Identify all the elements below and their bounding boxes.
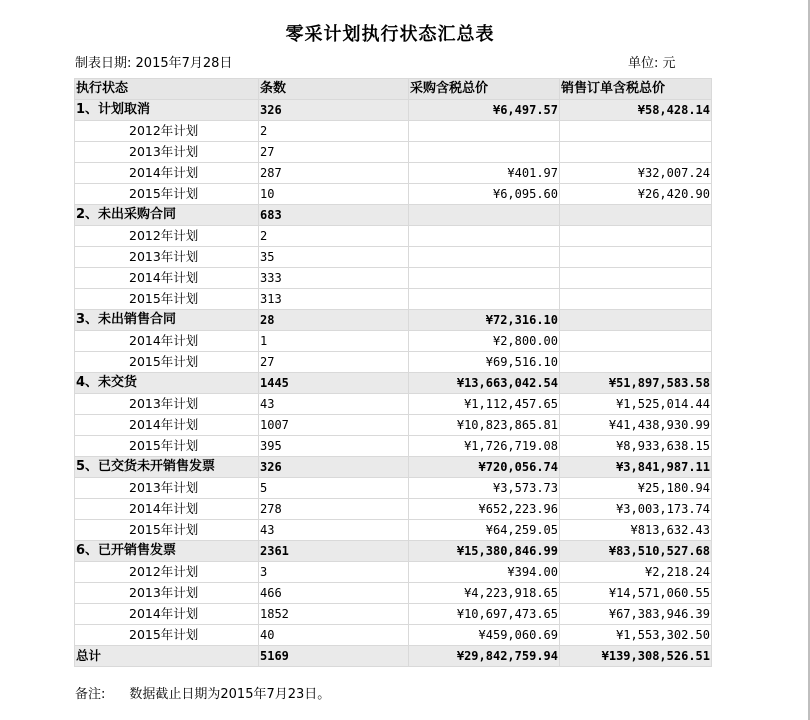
purchase-total-cell: ¥64,259.05: [409, 520, 560, 541]
total-row: [75, 646, 712, 667]
purchase-total-cell: [409, 121, 560, 142]
purchase-total-cell: ¥10,697,473.65: [409, 604, 560, 625]
purchase-total-cell: [409, 247, 560, 268]
status-cell: 2014年计划: [75, 268, 259, 289]
status-cell: 2013年计划: [75, 583, 259, 604]
sales-total-cell: [560, 226, 712, 247]
count-cell: 5169: [259, 646, 409, 667]
table-row: [75, 226, 712, 247]
sales-total-cell: ¥813,632.43: [560, 520, 712, 541]
status-cell: 4、未交货: [75, 373, 259, 394]
count-cell: 43: [259, 520, 409, 541]
status-cell: 2015年计划: [75, 184, 259, 205]
status-cell: 3、未出销售合同: [75, 310, 259, 331]
table-row: [75, 436, 712, 457]
sales-total-cell: [560, 268, 712, 289]
status-cell: 6、已开销售发票: [75, 541, 259, 562]
sales-total-cell: ¥25,180.94: [560, 478, 712, 499]
purchase-total-cell: ¥72,316.10: [409, 310, 560, 331]
purchase-total-cell: ¥13,663,042.54: [409, 373, 560, 394]
count-cell: 28: [259, 310, 409, 331]
table-row: [75, 184, 712, 205]
table-body: [75, 100, 712, 667]
status-cell: 2013年计划: [75, 394, 259, 415]
table-row: [75, 289, 712, 310]
table-row: [75, 562, 712, 583]
group-row: [75, 457, 712, 478]
sales-total-cell: [560, 352, 712, 373]
sales-total-cell: ¥3,841,987.11: [560, 457, 712, 478]
sales-total-cell: [560, 205, 712, 226]
table-row: [75, 394, 712, 415]
table-row: [75, 499, 712, 520]
sales-total-cell: [560, 142, 712, 163]
header-count: 条数: [259, 79, 409, 100]
status-cell: 2015年计划: [75, 352, 259, 373]
purchase-total-cell: ¥29,842,759.94: [409, 646, 560, 667]
status-cell: 2014年计划: [75, 163, 259, 184]
header-purchase-total: 采购含税总价: [409, 79, 560, 100]
count-cell: 1445: [259, 373, 409, 394]
table-row: [75, 625, 712, 646]
sales-total-cell: [560, 331, 712, 352]
count-cell: 40: [259, 625, 409, 646]
purchase-total-cell: ¥6,497.57: [409, 100, 560, 121]
sales-total-cell: ¥3,003,173.74: [560, 499, 712, 520]
count-cell: 395: [259, 436, 409, 457]
sales-total-cell: ¥14,571,060.55: [560, 583, 712, 604]
status-cell: 2012年计划: [75, 562, 259, 583]
group-row: [75, 373, 712, 394]
purchase-total-cell: ¥394.00: [409, 562, 560, 583]
report-date: [75, 52, 232, 71]
purchase-total-cell: ¥3,573.73: [409, 478, 560, 499]
purchase-total-cell: [409, 142, 560, 163]
purchase-total-cell: ¥459,060.69: [409, 625, 560, 646]
purchase-total-cell: ¥69,516.10: [409, 352, 560, 373]
sales-total-cell: ¥41,438,930.99: [560, 415, 712, 436]
purchase-total-cell: ¥720,056.74: [409, 457, 560, 478]
status-cell: 2013年计划: [75, 247, 259, 268]
remark: [75, 683, 330, 702]
sales-total-cell: [560, 247, 712, 268]
sales-total-cell: ¥26,420.90: [560, 184, 712, 205]
sales-total-cell: [560, 121, 712, 142]
table-row: [75, 142, 712, 163]
status-cell: 2015年计划: [75, 520, 259, 541]
group-row: [75, 100, 712, 121]
status-cell: 2015年计划: [75, 289, 259, 310]
count-cell: 5: [259, 478, 409, 499]
purchase-total-cell: ¥1,726,719.08: [409, 436, 560, 457]
purchase-total-cell: ¥10,823,865.81: [409, 415, 560, 436]
count-cell: 3: [259, 562, 409, 583]
purchase-total-cell: [409, 205, 560, 226]
status-cell: 2015年计划: [75, 436, 259, 457]
summary-table: [74, 78, 712, 667]
sales-total-cell: ¥51,897,583.58: [560, 373, 712, 394]
count-cell: 1: [259, 331, 409, 352]
purchase-total-cell: ¥1,112,457.65: [409, 394, 560, 415]
status-cell: 2014年计划: [75, 415, 259, 436]
status-cell: 1、计划取消: [75, 100, 259, 121]
sales-total-cell: ¥8,933,638.15: [560, 436, 712, 457]
group-row: [75, 205, 712, 226]
count-cell: 466: [259, 583, 409, 604]
group-row: [75, 310, 712, 331]
group-row: [75, 541, 712, 562]
purchase-total-cell: [409, 268, 560, 289]
table-row: [75, 121, 712, 142]
sales-total-cell: ¥1,525,014.44: [560, 394, 712, 415]
count-cell: 27: [259, 352, 409, 373]
count-cell: 43: [259, 394, 409, 415]
count-cell: 326: [259, 100, 409, 121]
count-cell: 313: [259, 289, 409, 310]
table-row: [75, 352, 712, 373]
count-cell: 2: [259, 226, 409, 247]
count-cell: 27: [259, 142, 409, 163]
status-cell: 2013年计划: [75, 142, 259, 163]
remark-label: 备注:: [75, 687, 106, 702]
unit-label: 单位: 元: [628, 56, 676, 71]
count-cell: 326: [259, 457, 409, 478]
status-cell: 2012年计划: [75, 121, 259, 142]
purchase-total-cell: ¥15,380,846.99: [409, 541, 560, 562]
status-cell: 总计: [75, 646, 259, 667]
header-status: 执行状态: [75, 79, 259, 100]
sales-total-cell: ¥67,383,946.39: [560, 604, 712, 625]
sales-total-cell: [560, 310, 712, 331]
sales-total-cell: ¥58,428.14: [560, 100, 712, 121]
purchase-total-cell: ¥401.97: [409, 163, 560, 184]
status-cell: 2014年计划: [75, 499, 259, 520]
count-cell: 35: [259, 247, 409, 268]
purchase-total-cell: [409, 289, 560, 310]
header-row: [75, 79, 712, 100]
purchase-total-cell: [409, 226, 560, 247]
status-cell: 2012年计划: [75, 226, 259, 247]
table-row: [75, 520, 712, 541]
purchase-total-cell: ¥4,223,918.65: [409, 583, 560, 604]
purchase-total-cell: ¥652,223.96: [409, 499, 560, 520]
purchase-total-cell: ¥2,800.00: [409, 331, 560, 352]
count-cell: 2: [259, 121, 409, 142]
table-row: [75, 163, 712, 184]
table-row: [75, 583, 712, 604]
purchase-total-cell: ¥6,095.60: [409, 184, 560, 205]
count-cell: 1852: [259, 604, 409, 625]
status-cell: 5、已交货未开销售发票: [75, 457, 259, 478]
count-cell: 683: [259, 205, 409, 226]
status-cell: 2013年计划: [75, 478, 259, 499]
sales-total-cell: ¥2,218.24: [560, 562, 712, 583]
remark-text: 数据截止日期为2015年7月23日。: [129, 687, 331, 702]
sales-total-cell: ¥83,510,527.68: [560, 541, 712, 562]
table-row: [75, 415, 712, 436]
table-row: [75, 604, 712, 625]
count-cell: 1007: [259, 415, 409, 436]
status-cell: 2、未出采购合同: [75, 205, 259, 226]
report-date-value: 2015年7月28日: [135, 56, 233, 71]
sales-total-cell: ¥1,553,302.50: [560, 625, 712, 646]
sales-total-cell: [560, 289, 712, 310]
count-cell: 333: [259, 268, 409, 289]
header-sales-total: 销售订单含税总价: [560, 79, 712, 100]
status-cell: 2014年计划: [75, 604, 259, 625]
count-cell: 278: [259, 499, 409, 520]
status-cell: 2014年计划: [75, 331, 259, 352]
table-row: [75, 247, 712, 268]
count-cell: 287: [259, 163, 409, 184]
count-cell: 2361: [259, 541, 409, 562]
page-title: 零采计划执行状态汇总表: [285, 24, 495, 45]
count-cell: 10: [259, 184, 409, 205]
report-date-label: 制表日期:: [75, 56, 132, 71]
table-row: [75, 268, 712, 289]
sales-total-cell: ¥139,308,526.51: [560, 646, 712, 667]
status-cell: 2015年计划: [75, 625, 259, 646]
sales-total-cell: ¥32,007.24: [560, 163, 712, 184]
table-row: [75, 478, 712, 499]
table-row: [75, 331, 712, 352]
